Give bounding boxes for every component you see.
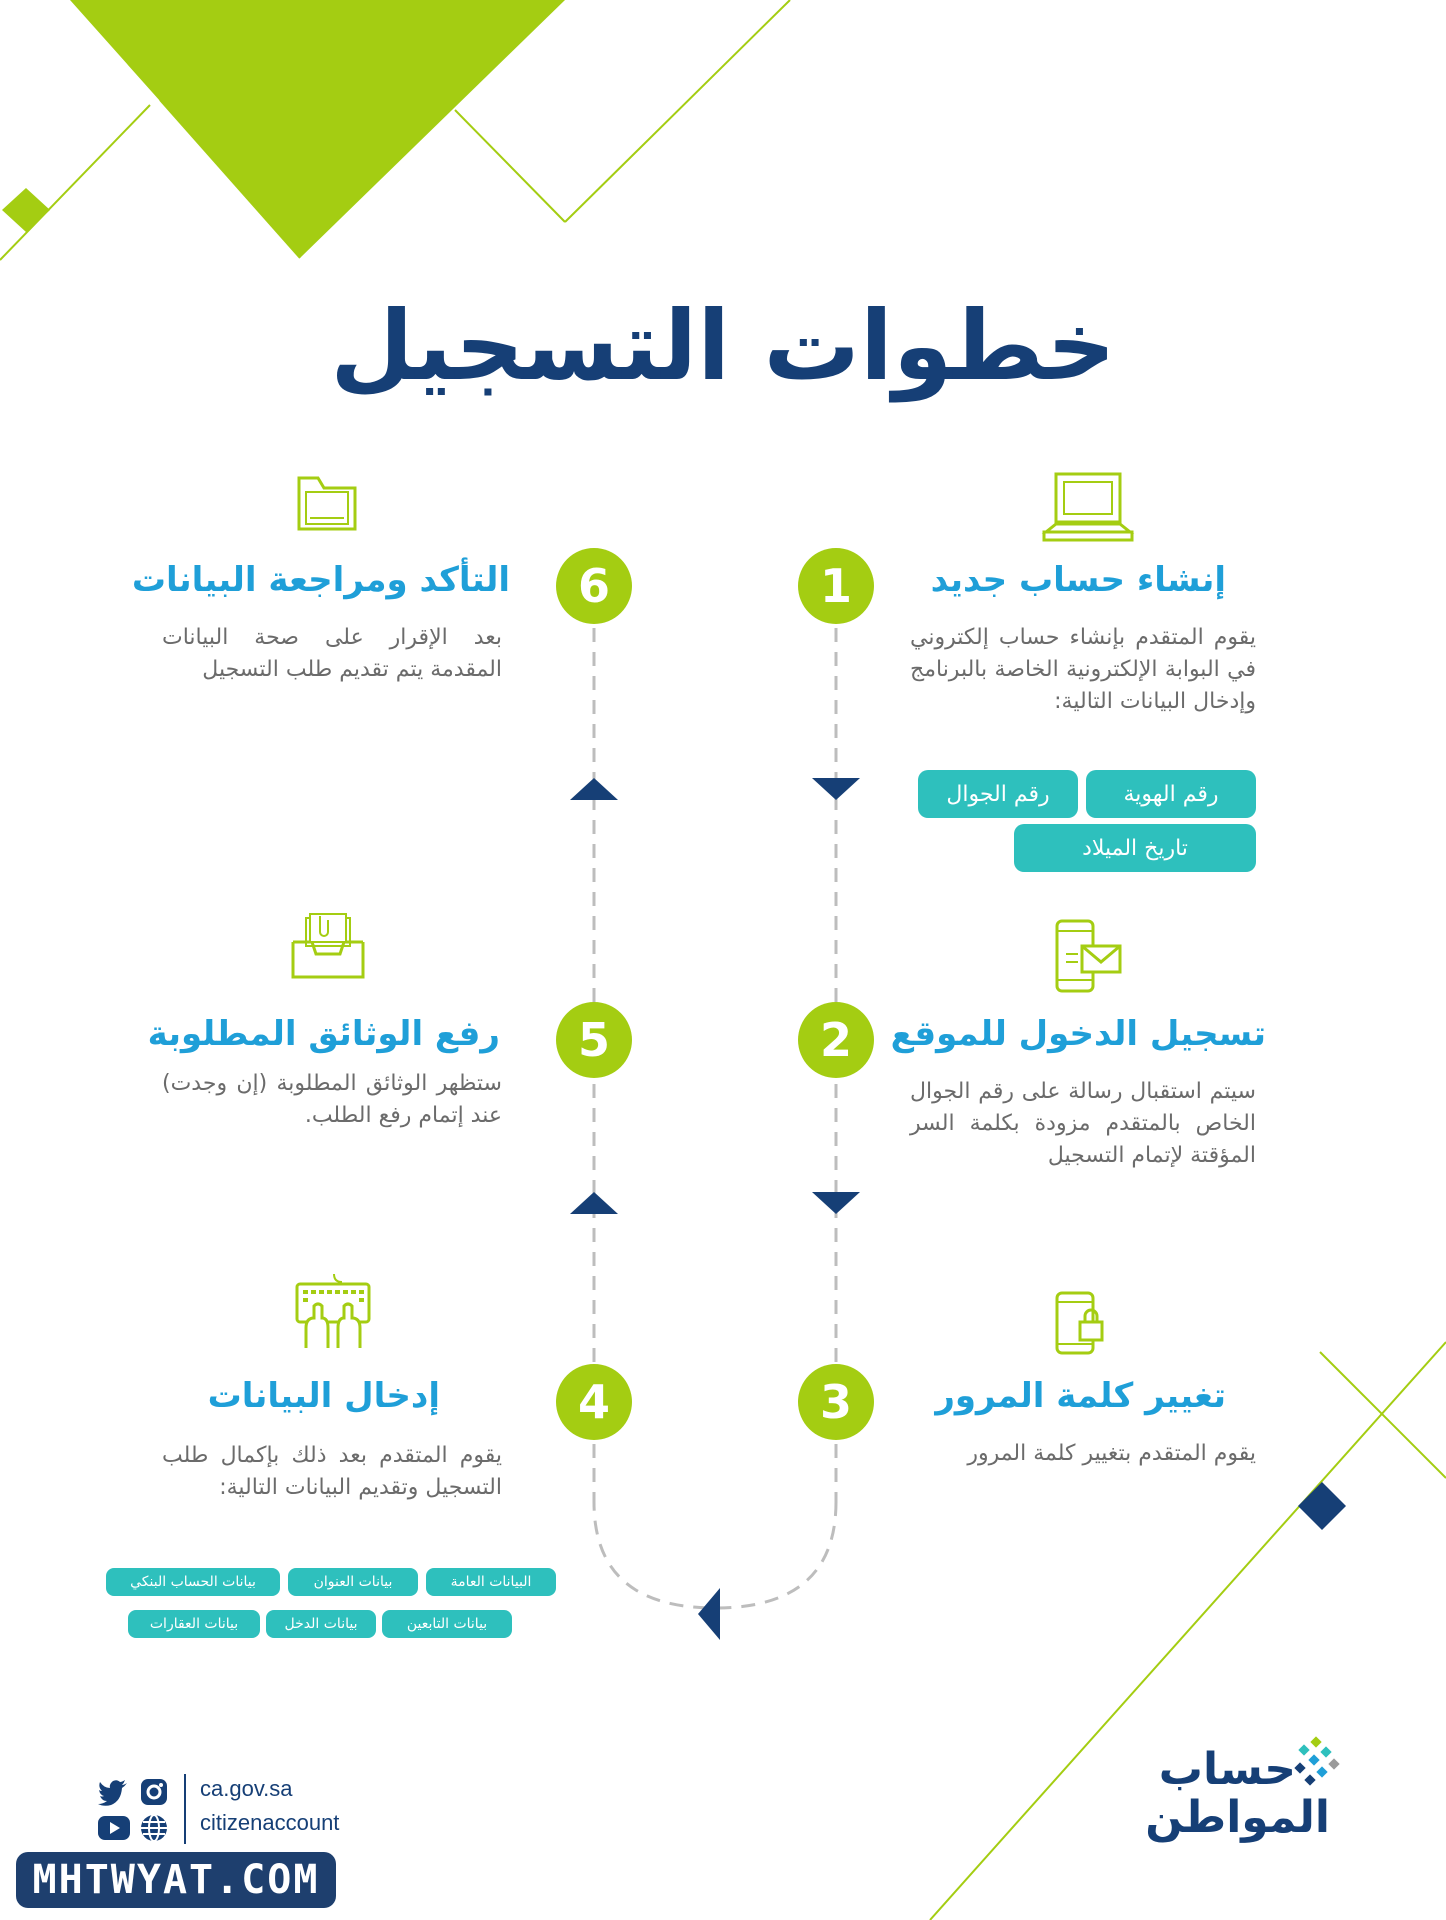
document-tray-icon — [290, 912, 366, 980]
step-description: يقوم المتقدم بعد ذلك بإكمال طلب التسجيل وتقديم البيانات التالية: — [162, 1443, 502, 1500]
step-number: 4 — [556, 1364, 632, 1440]
step-description: يقوم المتقدم بتغيير كلمة المرور — [967, 1441, 1256, 1466]
tag: بيانات الحساب البنكي — [106, 1568, 280, 1596]
tag: رقم الجوال — [918, 770, 1078, 818]
tag: بيانات العقارات — [128, 1610, 260, 1638]
citizen-account-logo — [1140, 1736, 1360, 1846]
step-title: رفع الوثائق المطلوبة — [147, 1014, 500, 1054]
tag: بيانات العنوان — [288, 1568, 418, 1596]
arrow-down-icon — [812, 778, 860, 800]
folder-icon — [296, 474, 358, 532]
website-link[interactable]: ca.gov.sa — [200, 1776, 293, 1801]
tag: رقم الهوية — [1086, 770, 1256, 818]
tag: تاريخ الميلاد — [1014, 824, 1256, 872]
step-description: بعد الإقرار على صحة البيانات المقدمة يتم تقديم طلب التسجيل — [162, 625, 502, 682]
step-title: تغيير كلمة المرور — [935, 1376, 1226, 1416]
footer-divider — [184, 1774, 186, 1844]
step-number: 2 — [798, 1002, 874, 1078]
step-title: التأكد ومراجعة البيانات — [131, 560, 510, 600]
step-description: يقوم المتقدم بإنشاء حساب إلكتروني في البوابة الإلكترونية الخاصة بالبرنامج وإدخال البيانات التالية: — [910, 625, 1256, 714]
step-number: 6 — [556, 548, 632, 624]
arrow-up-icon — [570, 1192, 618, 1214]
step-title: إنشاء حساب جديد — [930, 560, 1226, 600]
page-title: خطوات التسجيل — [330, 290, 1116, 402]
logo-text-line2: المواطن — [1145, 1792, 1330, 1843]
keyboard-icon — [294, 1272, 372, 1350]
step-number: 3 — [798, 1364, 874, 1440]
arrow-up-icon — [570, 778, 618, 800]
phone-lock-icon — [1054, 1290, 1108, 1356]
twitter-icon[interactable] — [98, 1780, 128, 1810]
step-number: 5 — [556, 1002, 632, 1078]
youtube-icon[interactable] — [98, 1816, 130, 1844]
phone-message-icon — [1054, 918, 1124, 994]
step-title: إدخال البيانات — [207, 1376, 440, 1416]
globe-icon[interactable] — [140, 1814, 168, 1846]
tag: بيانات الدخل — [266, 1610, 376, 1638]
laptop-icon — [1040, 470, 1136, 544]
logo-text-line1: حساب — [1158, 1744, 1296, 1795]
tag: البيانات العامة — [426, 1568, 556, 1596]
arrow-down-icon — [812, 1192, 860, 1214]
step-description: سيتم استقبال رسالة على رقم الجوال الخاص بالمتقدم مزودة بكلمة السر المؤقتة لإتمام التسجيل — [910, 1079, 1256, 1168]
step-title: تسجيل الدخول للموقع — [890, 1014, 1266, 1054]
arrow-left-icon — [698, 1588, 720, 1640]
step-number: 1 — [798, 548, 874, 624]
step-description: ستظهر الوثائق المطلوبة (إن وجدت) عند إتمام رفع الطلب. — [162, 1071, 502, 1128]
social-handle[interactable]: citizenaccount — [200, 1810, 340, 1835]
instagram-icon[interactable] — [140, 1778, 168, 1810]
watermark: MHTWYAT.COM — [16, 1852, 336, 1908]
tag: بيانات التابعين — [382, 1610, 512, 1638]
